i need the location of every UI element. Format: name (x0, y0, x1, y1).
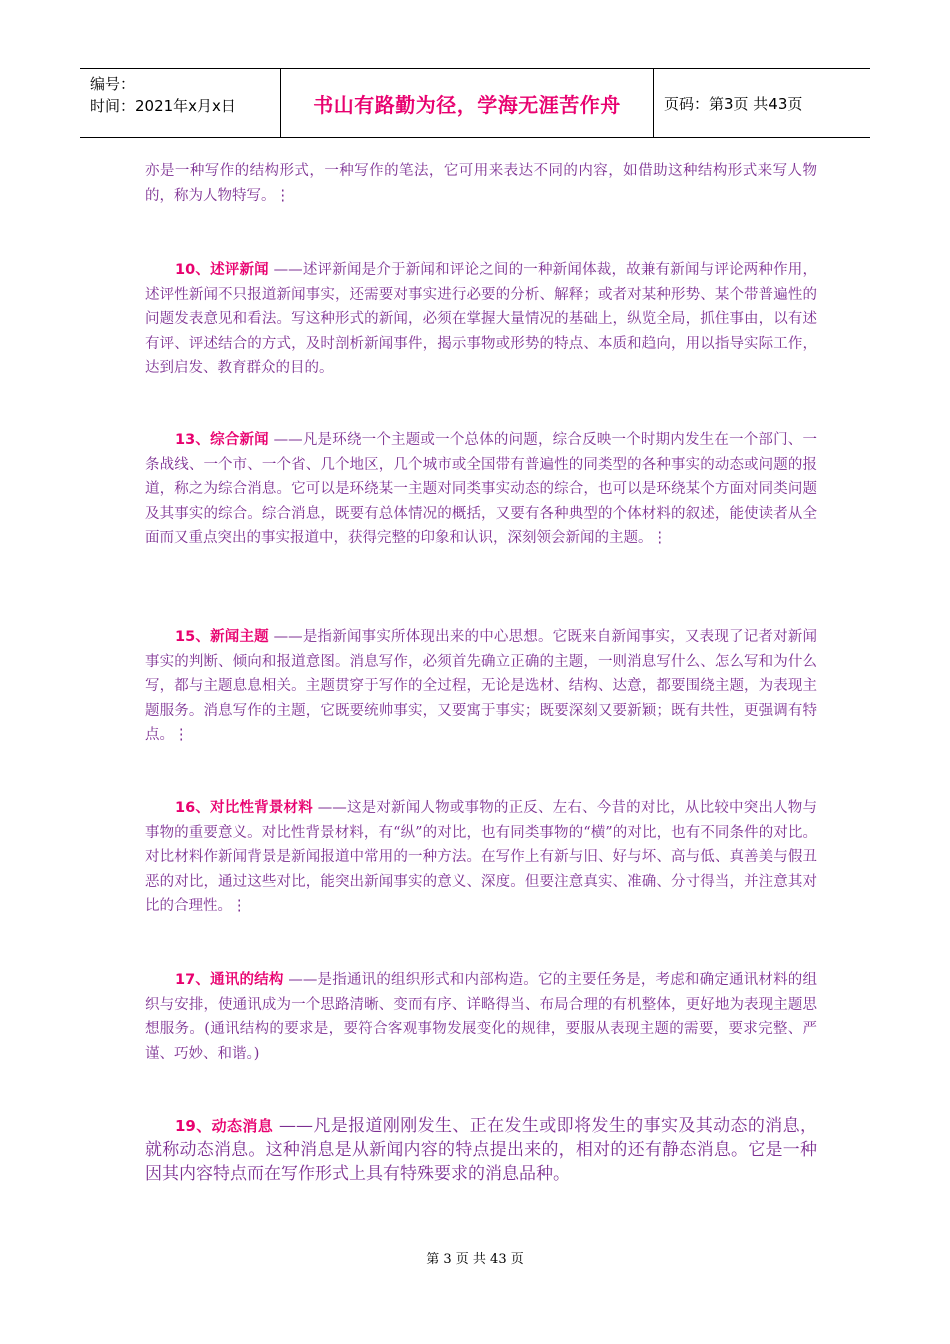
paragraph-heading: 13、综合新闻 (175, 432, 269, 448)
paragraph-heading: 17、通讯的结构 (175, 972, 284, 988)
paragraph-text: ——是指新闻事实所体现出来的中心思想。它既来自新闻事实，又表现了记者对新闻事实的判断、倾向和报道意图。消息写作，必须首先确立正确的主题，一则消息写什么、怎么写和为什么写，都与主题息息相关。主题贯穿于写作的全过程，无论是选材、结构、达意，都要围绕主题，为表现主题服务。消息写作的主题，它既要统帅事实，又要寓于事实；既要深刻又要新颖；既有共性，更强调有特点。⋮ (145, 629, 818, 744)
paragraph-19 (145, 1114, 817, 1186)
paragraph-13 (145, 428, 817, 551)
paragraph-text: ——这是对新闻人物或事物的正反、左右、今昔的对比，从比较中突出人物与事物的重要意义。对比性背景材料，有“纵”的对比，也有同类事物的“横”的对比，也有不同条件的对比。对比材料作新闻背景是新闻报道中常用的一种方法。在写作上有新与旧、好与坏、高与低、真善美与假丑恶的对比，通过这些对比，能突出新闻事实的意义、深度。但要注意真实、准确、分寸得当，并注意其对比的合理性。⋮ (145, 800, 817, 915)
header-meta (80, 69, 281, 137)
paragraph-text: ——是指通讯的组织形式和内部构造。它的主要任务是，考虑和确定通讯材料的组织与安排，使通讯成为一个思路清晰、变而有序、详略得当、布局合理的有机整体，更好地为表现主题思想服务。(通讯结构的要求是，要符合客观事物发展变化的规律，要服从表现主题的需要，要求完整、严谨、巧妙、和谐。) (145, 972, 817, 1062)
paragraph-text: ——凡是报道刚刚发生、正在发生或即将发生的事实及其动态的消息，就称动态消息。这种消息是从新闻内容的特点提出来的，相对的还有静态消息。它是一种因其内容特点而在写作形式上具有特殊要求的消息品种。 (145, 1116, 818, 1184)
date-label: 时间：2021年x月x日 (90, 97, 236, 115)
paragraph-heading: 15、新闻主题 (175, 629, 269, 645)
header-table (80, 68, 870, 138)
paragraph-text: 亦是一种写作的结构形式，一种写作的笔法，它可用来表达不同的内容，如借助这种结构形式来写人物的，称为人物特写。⋮ (145, 163, 817, 204)
paragraph-continuation (145, 159, 817, 208)
paragraph-17 (145, 968, 817, 1066)
paragraph-heading: 19、动态消息 (175, 1117, 274, 1135)
paragraph-16 (145, 796, 817, 919)
paragraph-text: ——凡是环绕一个主题或一个总体的问题，综合反映一个时期内发生在一个部门、一条战线、一个市、一个省、几个地区，几个城市或全国带有普遍性的同类型的各种事实的动态或问题的报道，称之为综合消息。它可以是环绕某一主题对同类事实动态的综合，也可以是环绕某个方面对同类问题及其事实的综合。综合消息，既要有总体情况的概括，又要有各种典型的个体材料的叙述，能使读者从全面而又重点突出的事实报道中，获得完整的印象和认识，深刻领会新闻的主题。⋮ (145, 432, 818, 547)
paragraph-heading: 10、述评新闻 (175, 262, 269, 278)
paragraph-heading: 16、对比性背景材料 (175, 800, 313, 816)
paragraph-text: ——述评新闻是介于新闻和评论之间的一种新闻体裁，故兼有新闻与评论两种作用，述评性新闻不只报道新闻事实，还需要对事实进行必要的分析、解释；或者对某种形势、某个带普遍性的问题发表意见和看法。写这种形式的新闻，必须在掌握大量情况的基础上，纵览全局，抓住事由，以有述有评、评述结合的方式，及时剖析新闻事件，揭示事物或形势的特点、本质和趋向，用以指导实际工作，达到启发、教育群众的目的。 (145, 262, 818, 377)
code-label: 编号： (90, 75, 136, 93)
paragraph-10 (145, 258, 817, 381)
paragraph-15 (145, 625, 817, 748)
motto: 书山有路勤为径，学海无涯苦作舟 (313, 92, 621, 117)
page-info: 页码：第3页 共43页 (664, 94, 803, 113)
page-footer: 第 3 页 共 43 页 (426, 1252, 524, 1267)
header-motto-cell (281, 69, 654, 137)
